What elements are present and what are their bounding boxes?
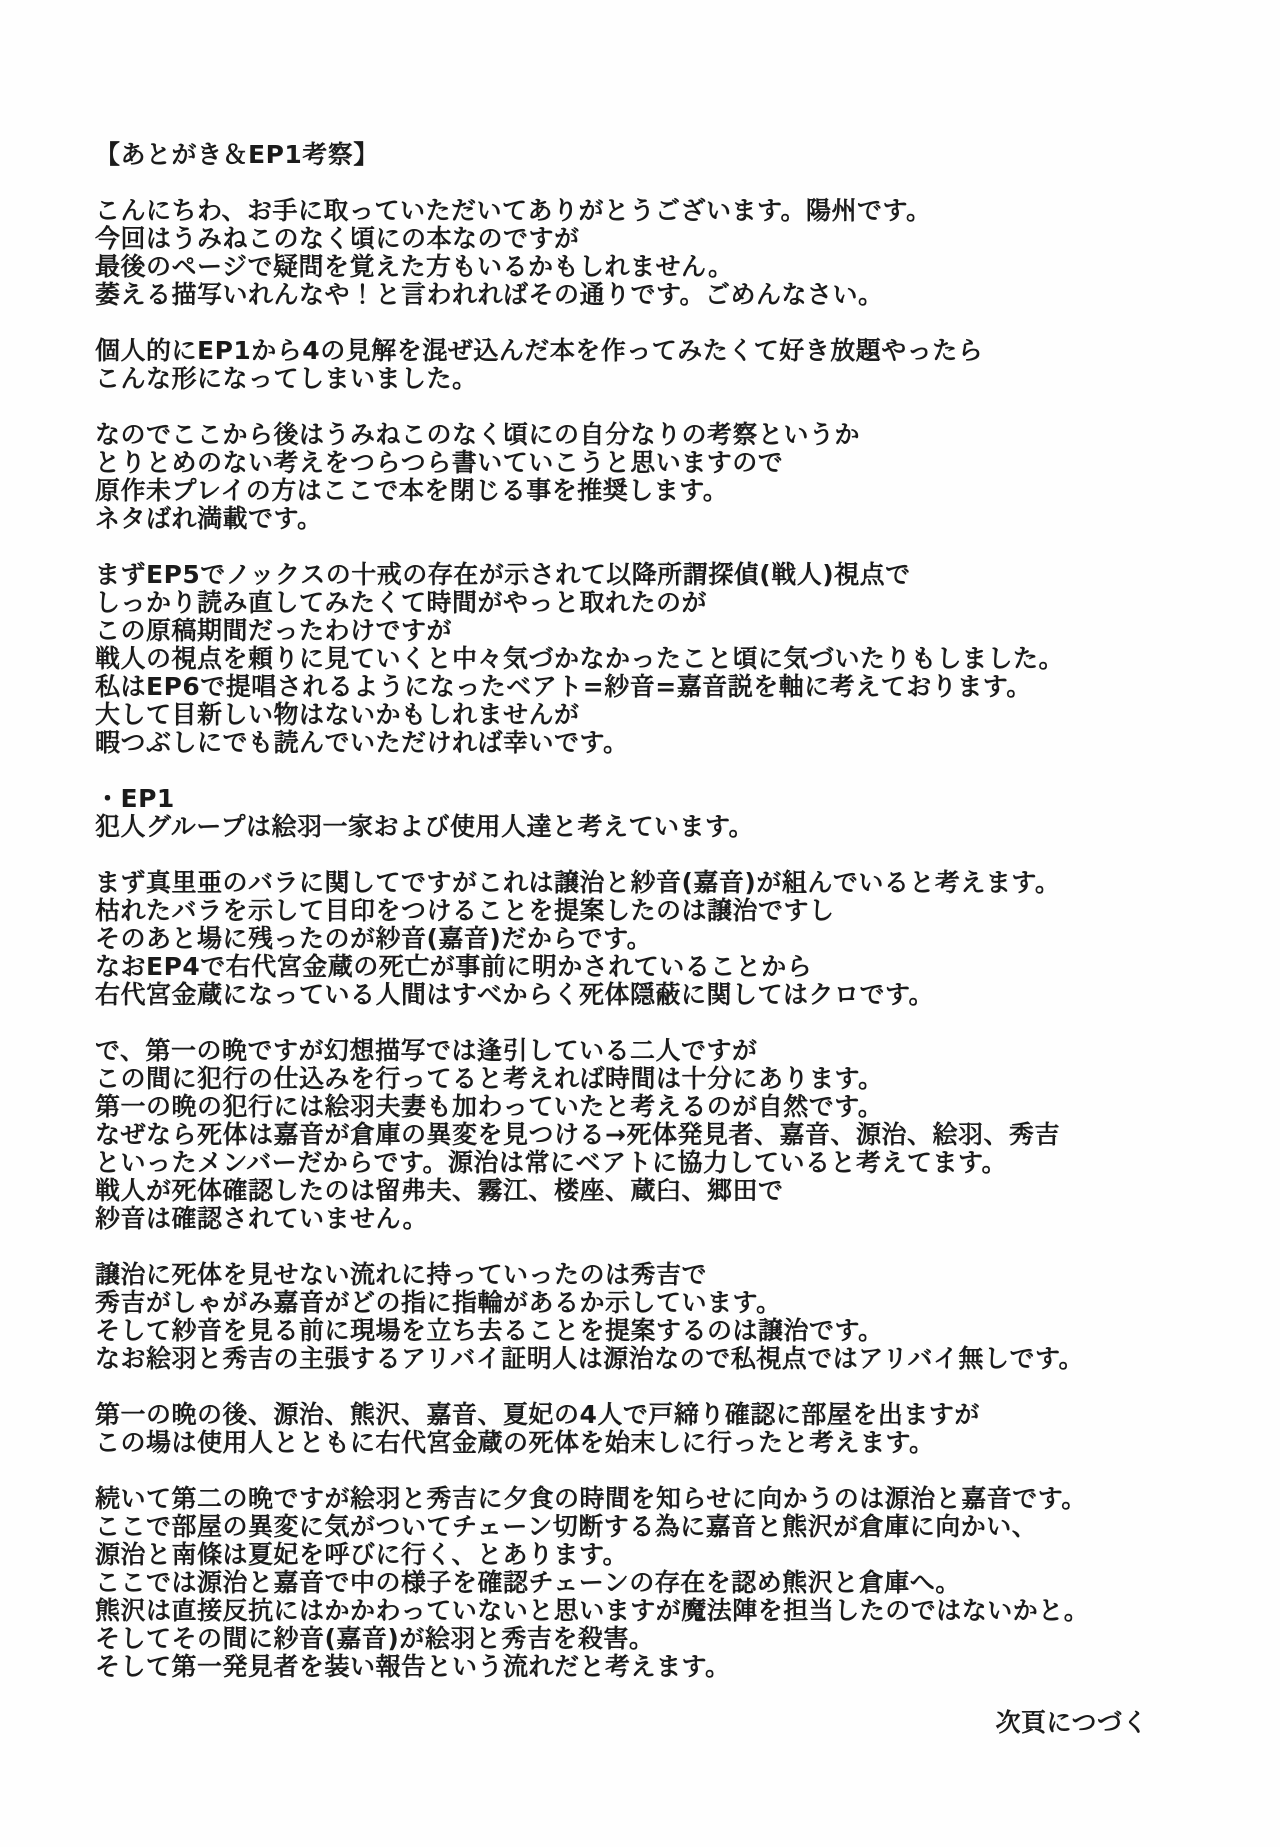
paragraph [95,1037,1220,1233]
text-line: ・EP1 [95,784,175,813]
paragraph [95,337,1220,393]
text-line: こんにちわ、お手に取っていただいてありがとうございます。陽州です。 [95,196,932,225]
text-line: ここで部屋の異変に気がついてチェーン切断する為に嘉音と熊沢が倉庫に向かい、 [95,1512,1038,1541]
text-line: 今回はうみねこのなく頃にの本なのですが [95,224,580,253]
document-body [95,197,1220,1681]
text-line: で、第一の晩ですが幻想描写では逢引している二人ですが [95,1036,758,1065]
paragraph [95,1485,1220,1681]
paragraph [95,785,1220,841]
paragraph [95,561,1220,757]
text-line: 源治と南條は夏妃を呼びに行く、とあります。 [95,1540,629,1569]
text-line: そのあと場に残ったのが紗音(嘉音)だからです。 [95,924,653,953]
text-line: この場は使用人とともに右代宮金蔵の死体を始末しに行ったと考えます。 [95,1428,935,1457]
text-line: 戦人の視点を頼りに見ていくと中々気づかなかったこと頃に気づいたりもしました。 [95,644,1065,673]
text-line: 熊沢は直接反抗にはかかわっていないと思いますが魔法陣を担当したのではないかと。 [95,1596,1090,1625]
text-line: なぜなら死体は嘉音が倉庫の異変を見つける→死体発見者、嘉音、源治、絵羽、秀吉 [95,1120,1060,1149]
next-page-note: 次頁につづく [995,1708,1148,1737]
text-line: 枯れたバラを示して目印をつけることを提案したのは譲治ですし [95,896,835,925]
text-line: 戦人が死体確認したのは留弗夫、霧江、楼座、蔵臼、郷田で [95,1176,784,1205]
text-line: なのでここから後はうみねこのなく頃にの自分なりの考察というか [95,420,861,449]
text-line: 右代宮金蔵になっている人間はすべからく死体隠蔽に関してはクロです。 [95,980,935,1009]
text-line: 大して目新しい物はないかもしれませんが [95,700,580,729]
text-line: 萎える描写いれんなや！と言われればその通りです。ごめんなさい。 [95,280,884,309]
text-line: 第一の晩の犯行には絵羽夫妻も加わっていたと考えるのが自然です。 [95,1092,884,1121]
text-line: 譲治に死体を見せない流れに持っていったのは秀吉で [95,1260,708,1289]
text-line: そしてその間に紗音(嘉音)が絵羽と秀吉を殺害。 [95,1624,655,1653]
paragraph [95,421,1220,533]
text-line: 第一の晩の後、源治、熊沢、嘉音、夏妃の4人で戸締り確認に部屋を出ますが [95,1400,980,1429]
text-line: 個人的にEP1から4の見解を混ぜ込んだ本を作ってみたくて好き放題やったら [95,336,984,365]
paragraph [95,197,1220,309]
text-line: なお絵羽と秀吉の主張するアリバイ証明人は源治なので私視点ではアリバイ無しです。 [95,1344,1085,1373]
text-line: まずEP5でノックスの十戒の存在が示されて以降所謂探偵(戦人)視点で [95,560,911,589]
text-line: 私はEP6で提唱されるようになったベアト=紗音=嘉音説を軸に考えております。 [95,672,1032,701]
text-line: 紗音は確認されていません。 [95,1204,429,1233]
text-line: なおEP4で右代宮金蔵の死亡が事前に明かされていることから [95,952,813,981]
text-line: こんな形になってしまいました。 [95,364,478,393]
paragraph [95,869,1220,1009]
text-line: といったメンバーだからです。源治は常にベアトに協力していると考えてます。 [95,1148,1008,1177]
text-line: とりとめのない考えをつらつら書いていこうと思いますので [95,448,784,477]
text-line: 犯人グループは絵羽一家および使用人達と考えています。 [95,812,755,841]
text-line: 最後のページで疑問を覚えた方もいるかもしれません。 [95,252,734,281]
paragraph [95,1401,1220,1457]
text-line: この原稿期間だったわけですが [95,616,453,645]
text-line: 秀吉がしゃがみ嘉音がどの指に指輪があるか示しています。 [95,1288,782,1317]
text-line: 原作未プレイの方はここで本を閉じる事を推奨します。 [95,476,729,505]
text-line: 続いて第二の晩ですが絵羽と秀吉に夕食の時間を知らせに向かうのは源治と嘉音です。 [95,1484,1087,1513]
text-line: ネタばれ満載です。 [95,504,323,533]
text-line: そして紗音を見る前に現場を立ち去ることを提案するのは譲治です。 [95,1316,884,1345]
text-line: 暇つぶしにでも読んでいただければ幸いです。 [95,728,629,757]
text-line: この間に犯行の仕込みを行ってると考えれば時間は十分にあります。 [95,1064,884,1093]
text-line: まず真里亜のバラに関してですがこれは譲治と紗音(嘉音)が組んでいると考えます。 [95,868,1061,897]
text-line: ここでは源治と嘉音で中の様子を確認チェーンの存在を認め熊沢と倉庫へ。 [95,1568,961,1597]
text-line: そして第一発見者を装い報告という流れだと考えます。 [95,1652,731,1681]
paragraph [95,1261,1220,1373]
page-title: 【あとがき＆EP1考察】 [95,140,379,169]
text-line: しっかり読み直してみたくて時間がやっと取れたのが [95,588,708,617]
